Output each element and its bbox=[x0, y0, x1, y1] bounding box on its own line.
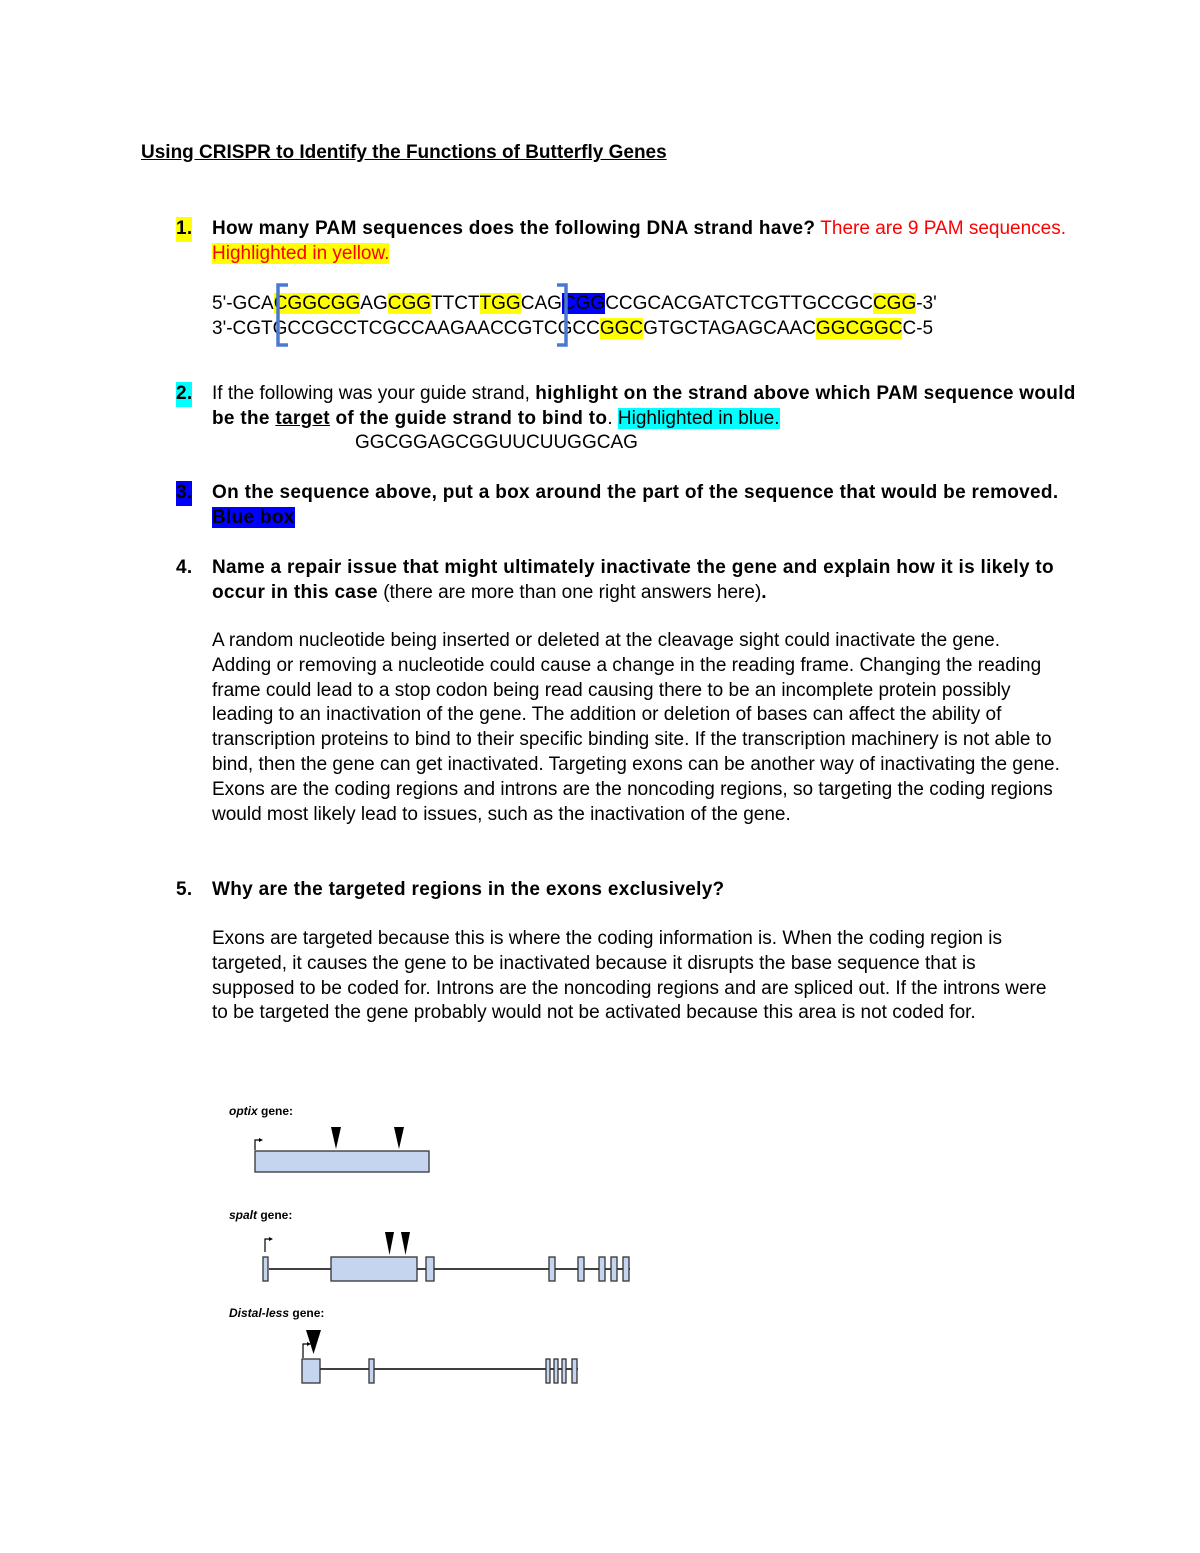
question-text-bold: highlight on the strand above which PAM sequence would be the bbox=[212, 383, 1076, 429]
optix-structure bbox=[255, 1127, 429, 1172]
question-text-sep: . bbox=[607, 407, 618, 429]
question-1 bbox=[176, 217, 1076, 266]
pam-highlight: CGG bbox=[387, 293, 431, 314]
question-3 bbox=[176, 481, 1076, 530]
gene-label-optix: optix gene: bbox=[229, 1104, 294, 1118]
target-arrowhead-icon bbox=[394, 1127, 404, 1149]
sequence-segment: CAG bbox=[520, 293, 562, 314]
answer-paragraph-4: A random nucleotide being inserted or deleted at the cleavage sight could inactivate the gene. Adding or removing a nucleotide could cause a change in the reading frame. Changing the reading frame could lead to a stop codon being read causing there to be an incomplete protein possibly leading to an inactivation of the gene. The addition or deletion of bases can affect the ability of transcription proteins to bind to their specific binding site. If the transcription machinery is not able to bind, then the gene can get inactivated. Targeting exons can be another way of inactivating the gene. Exons are the coding regions and introns are the noncoding regions, so targeting the coding regions would most likely lead to issues, such as the inactivation of the gene. bbox=[212, 630, 1060, 825]
question-5 bbox=[176, 878, 1076, 903]
question-number: 5. bbox=[176, 879, 193, 900]
tss-arrow-icon bbox=[255, 1140, 261, 1150]
tss-arrow-icon bbox=[265, 1239, 271, 1252]
sequence-segment: C-5 bbox=[902, 318, 934, 339]
tss-arrow-icon bbox=[303, 1344, 309, 1358]
question-number: 1. bbox=[176, 217, 192, 242]
sequence-segment: 5'-GCA bbox=[212, 293, 274, 314]
target-arrowhead-icon bbox=[306, 1330, 321, 1354]
question-aside: (there are more than one right answers here) bbox=[377, 581, 762, 603]
gene-structure-drawing bbox=[210, 1092, 686, 1397]
pam-highlight: GGC bbox=[599, 318, 644, 339]
answer-text: There are 9 PAM sequences. bbox=[815, 218, 1066, 239]
question-text-bold-2: of the guide strand to bind to bbox=[329, 407, 608, 429]
question-2 bbox=[176, 382, 1076, 431]
question-text-target: target bbox=[275, 407, 330, 429]
removed-region-box: CGG bbox=[561, 293, 606, 314]
question-text: Why are the targeted regions in the exons exclusively? bbox=[212, 879, 725, 900]
target-arrowhead-icon bbox=[385, 1232, 394, 1255]
distal-less-structure bbox=[302, 1330, 578, 1383]
answer-paragraph-5: Exons are targeted because this is where the coding information is. When the coding region is targeted, it causes the gene to be inactivated because it disrupts the base sequence that is supposed to be coded for. Introns are the noncoding regions and are spliced out. If the introns were to be targeted the gene probably would not be activated because this area is not coded for. bbox=[212, 928, 1047, 1024]
question-text: Name a repair issue that might ultimately inactivate the gene and explain how it is likely to occur in this case bbox=[212, 557, 1054, 603]
sequence-segment: AG bbox=[360, 293, 388, 314]
question-number: 2. bbox=[176, 382, 192, 407]
question-text: How many PAM sequences does the following DNA strand have? bbox=[212, 218, 816, 239]
question-4 bbox=[176, 556, 1076, 605]
right-bracket bbox=[553, 282, 575, 348]
pam-highlight: TGG bbox=[479, 293, 521, 314]
question-period: . bbox=[761, 581, 767, 603]
gene-diagram-figure bbox=[210, 1092, 686, 1397]
sequence-segment: CCGCACGATCTCGTTGCCGC bbox=[605, 293, 873, 314]
left-bracket bbox=[270, 282, 292, 348]
question-number: 3. bbox=[176, 481, 192, 506]
sequence-segment: GTGCTAGAGCAAC bbox=[643, 318, 816, 339]
pam-highlight: GGCGGC bbox=[815, 318, 903, 339]
pam-highlight: CGGCGG bbox=[273, 293, 361, 314]
guide-strand: GGCGGAGCGGUUCUUGGCAG bbox=[355, 432, 638, 453]
sequence-segment: TTCT bbox=[431, 293, 480, 314]
sequence-segment: 3'-CGTGCCGCCTCGCCAAGAACCGTCGCC bbox=[212, 318, 600, 339]
pam-highlight: CGG bbox=[872, 293, 917, 314]
gene-label-spalt: spalt gene: bbox=[229, 1208, 293, 1222]
target-arrowhead-icon bbox=[401, 1232, 410, 1255]
page-title: Using CRISPR to Identify the Functions of Butterfly Genes bbox=[141, 142, 667, 163]
sequence-segment: -3' bbox=[916, 293, 937, 314]
gene-label-distal-less: Distal-less gene: bbox=[229, 1306, 325, 1320]
question-number: 4. bbox=[176, 557, 193, 578]
answer-text: Highlighted in blue. bbox=[617, 407, 780, 429]
answer-highlight-note: Highlighted in yellow. bbox=[212, 242, 390, 264]
spalt-structure bbox=[263, 1232, 630, 1281]
target-arrowhead-icon bbox=[331, 1127, 341, 1149]
optix-exon bbox=[255, 1151, 429, 1172]
question-text-plain: If the following was your guide strand, bbox=[212, 383, 536, 404]
question-text: On the sequence above, put a box around the part of the sequence that would be removed. bbox=[212, 482, 1059, 503]
answer-text: Blue box bbox=[212, 506, 295, 528]
